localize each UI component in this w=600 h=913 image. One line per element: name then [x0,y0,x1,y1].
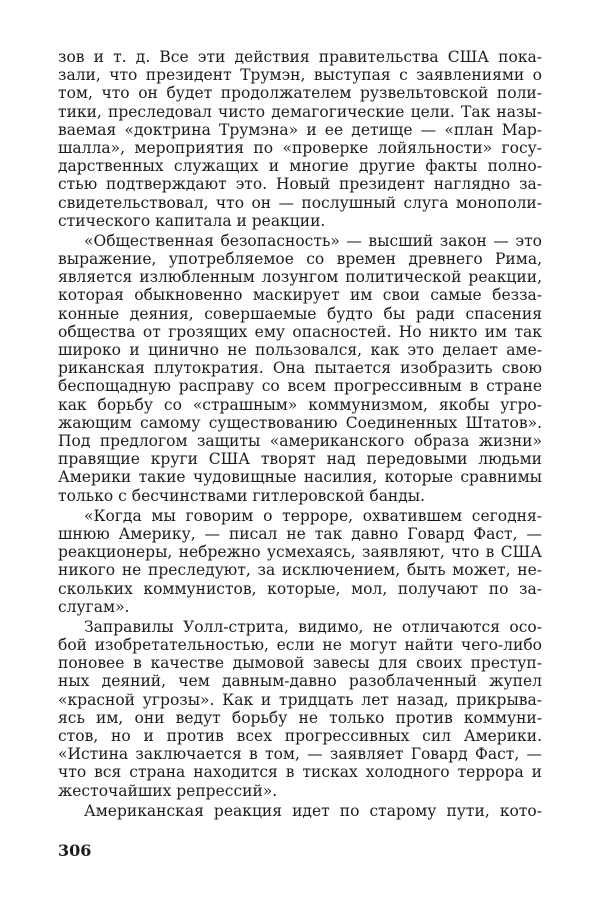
text-line: «Истина заключается в том, — заявляет Говард Фаст, — [58,745,542,763]
text-line: как борьбу со «страшным» коммунизмом, якобы угро- [58,396,542,414]
text-line: является излюбленным лозунгом политической реакции, [58,268,542,286]
text-line: конные деяния, совершаемые будто бы ради спасения [58,305,542,323]
text-line: бой изобретательностью, если не могут найти чего-либо [58,636,542,654]
page-number: 306 [58,841,92,860]
text-line: зали, что президент Трумэн, выступая с заявлениями о [58,66,542,84]
text-line: дарственных служащих и многие другие факты полно- [58,157,542,175]
text-line: никого не преследуют, за исключением, быть может, не- [58,561,542,579]
text-line: «красной угрозы». Как и тридцать лет назад, прикрыва- [58,691,542,709]
text-line: поновее в качестве дымовой завесы для своих преступ- [58,654,542,672]
text-line: Заправилы Уолл-стрита, видимо, не отличаются осо- [84,618,542,636]
text-line: тики, преследовал чисто демагогические цели. Так назы- [58,103,542,121]
text-line: жающим самому существованию Соединенных Штатов». [58,414,542,432]
text-line: общества от грозящих ему опасностей. Но никто им так [58,323,542,341]
text-line: Американская реакция идет по старому пути, кото- [84,802,542,820]
text-line: риканская плутократия. Она пытается изобразить свою [58,359,542,377]
text-line: скольких коммунистов, которые, мол, получают по за- [58,580,542,598]
text-line: выражение, употребляемое со времен древнего Рима, [58,250,542,268]
text-line: которая обыкновенно маскирует им свои самые безза- [58,286,542,304]
text-line: широко и цинично не пользовался, как это делает аме- [58,341,542,359]
text-line: жесточайших репрессий». [58,782,278,800]
text-line: стью подтверждают это. Новый президент наглядно за- [58,175,542,193]
text-line: Америки такие чудовищные насилия, которые сравнимы [58,468,542,486]
text-line: что вся страна находится в тисках холодного террора и [58,763,542,781]
text-line: шнюю Америку, — писал не так давно Говард Фаст, — [58,525,542,543]
text-line: ясь им, они ведут борьбу не только против коммуни- [58,709,542,727]
text-line: шалла», мероприятия по «проверке лойяльности» госу- [58,139,542,157]
text-line: свидетельствовал, что он — послушный слуга монополи- [58,194,542,212]
text-line: «Общественная безопасность» — высший закон — это [84,232,542,250]
text-line: Под предлогом защиты «американского образа жизни» [58,432,542,450]
text-line: ных деяний, чем давным-давно разоблаченный жупел [58,672,542,690]
text-line: «Когда мы говорим о терроре, охватившем сегодня- [84,507,542,525]
text-line: слугам». [58,598,130,616]
text-line: ваемая «доктрина Трумэна» и ее детище — «план Мар- [58,121,542,139]
text-line: стов, но и против всех прогрессивных сил Америки. [58,727,542,745]
text-line: том, что он будет продолжателем рузвельтовской поли- [58,84,542,102]
text-line: правящие круги США творят над передовыми людьми [58,450,542,468]
text-line: стического капитала и реакции. [58,212,326,230]
text-line: только с бесчинствами гитлеровской банды. [58,487,426,505]
text-line: беспощадную расправу со всем прогрессивным в стране [58,377,542,395]
text-line: зов и т. д. Все эти действия правительства США пока- [58,48,542,66]
text-line: реакционеры, небрежно усмехаясь, заявляют, что в США [58,543,542,561]
